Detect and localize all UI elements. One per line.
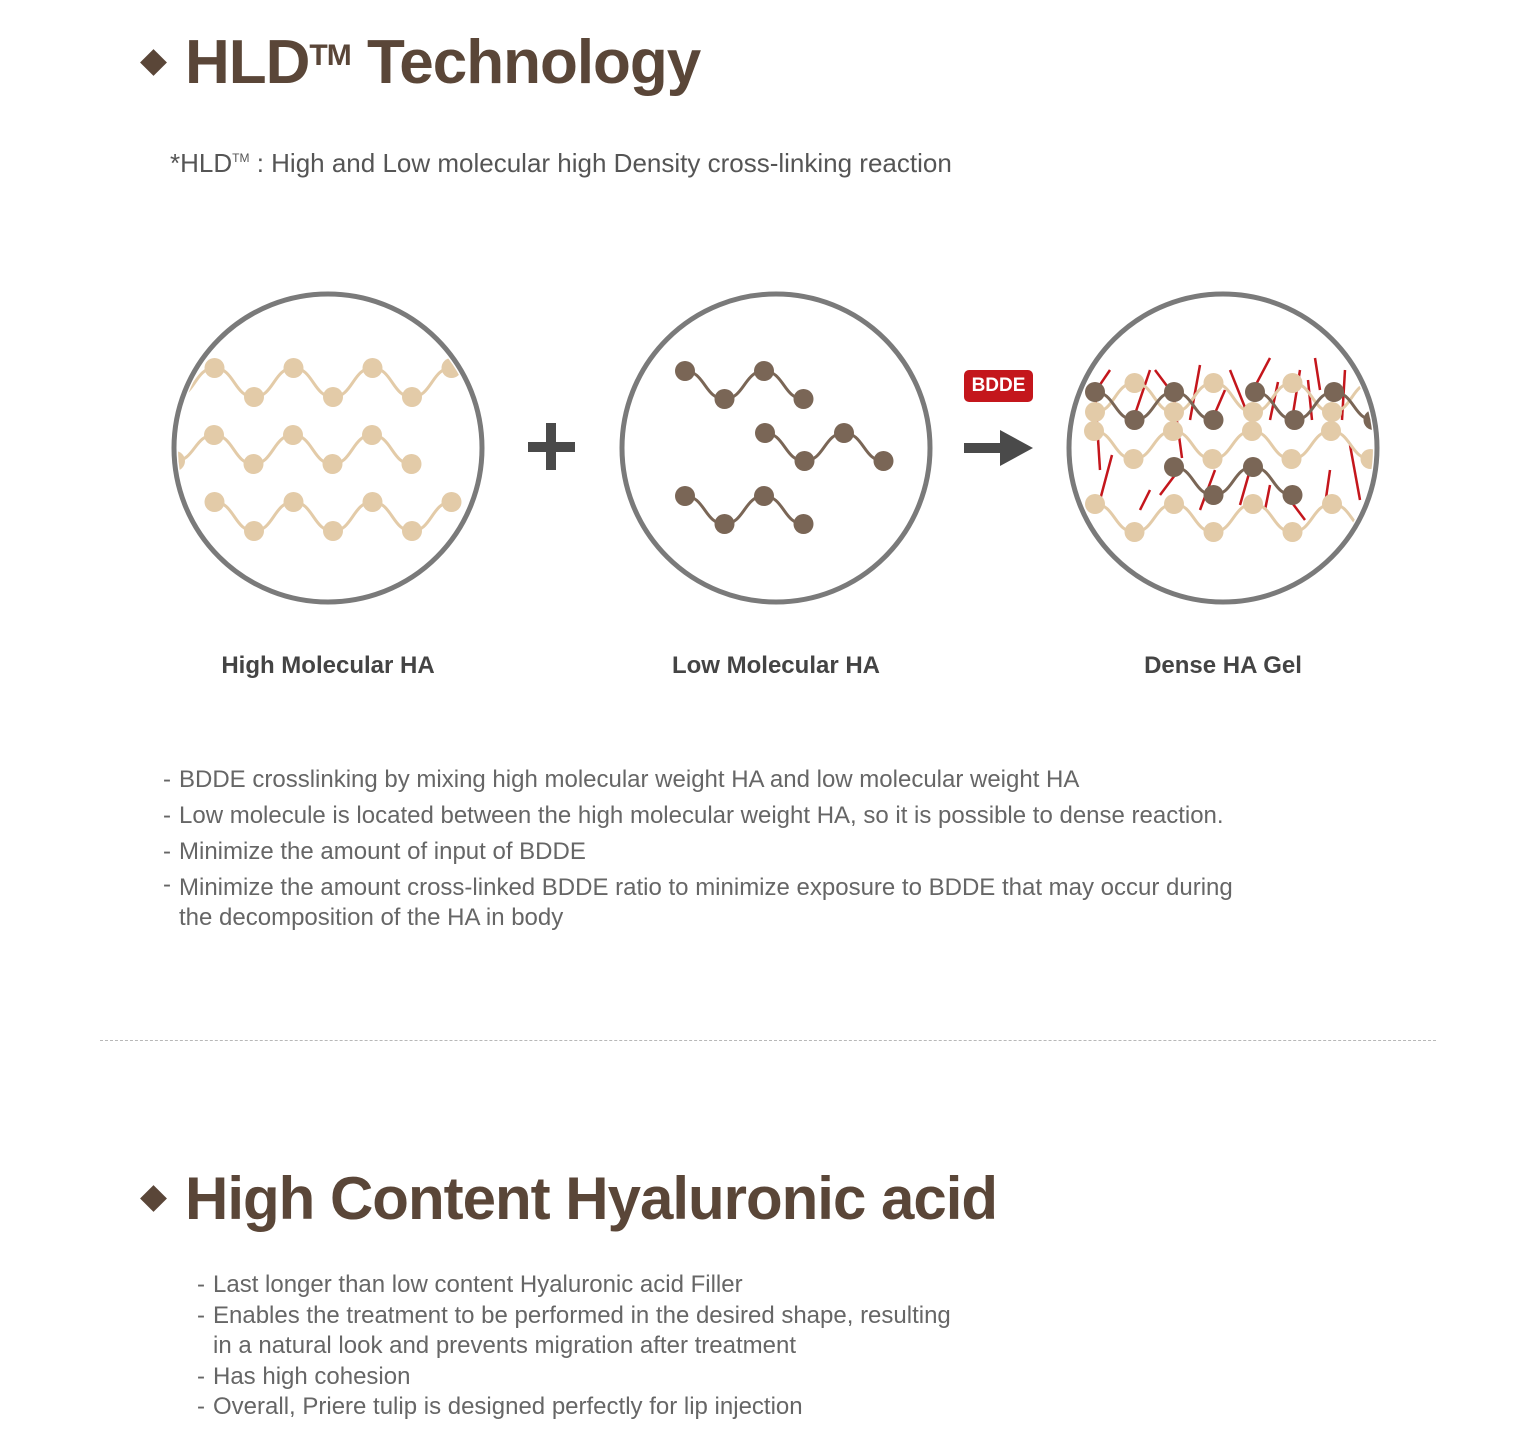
molecule-node bbox=[1204, 522, 1224, 542]
list-item: - Last longer than low content Hyaluronic acid Filler bbox=[197, 1270, 1017, 1301]
molecule-node bbox=[754, 361, 774, 381]
high-molecular-ha-chains bbox=[165, 358, 462, 541]
title-trademark: TM bbox=[309, 39, 351, 72]
caption-low-molecular-ha: Low Molecular HA bbox=[671, 652, 881, 679]
molecule-node bbox=[205, 358, 225, 378]
molecule-node bbox=[323, 454, 343, 474]
molecule-node bbox=[794, 514, 814, 534]
low-molecular-ha-circle bbox=[622, 294, 930, 602]
dense-ha-gel-network bbox=[1084, 358, 1384, 542]
title-text: High Content Hyaluronic acid bbox=[185, 1164, 998, 1232]
molecule-node bbox=[363, 358, 383, 378]
molecule-node bbox=[1163, 421, 1183, 441]
list-item-line: Enables the treatment to be performed in the desired shape, resulting bbox=[213, 1301, 951, 1329]
molecule-node bbox=[1283, 373, 1303, 393]
definition-trademark: TM bbox=[232, 151, 250, 165]
title-technology: Technology bbox=[350, 27, 701, 97]
molecule-node bbox=[1085, 494, 1105, 514]
molecule-node bbox=[323, 387, 343, 407]
molecule-node bbox=[205, 492, 225, 512]
molecule-node bbox=[1243, 402, 1263, 422]
molecule-node bbox=[204, 425, 224, 445]
molecule-node bbox=[715, 514, 735, 534]
molecule-node bbox=[1283, 485, 1303, 505]
list-item: - Low molecule is located between the high molecular weight HA, so it is possible to dense reaction. bbox=[163, 798, 1363, 834]
molecule-node bbox=[1085, 382, 1105, 402]
molecule-node bbox=[1283, 522, 1303, 542]
hld-definition bbox=[170, 148, 952, 179]
molecule-node bbox=[1243, 457, 1263, 477]
definition-text: : High and Low molecular high Density cross-linking reaction bbox=[249, 148, 952, 178]
molecule-node bbox=[1204, 410, 1224, 430]
molecule-node bbox=[402, 454, 422, 474]
crosslink bbox=[1140, 490, 1150, 510]
title-hld: HLD bbox=[185, 27, 310, 97]
molecule-node bbox=[755, 423, 775, 443]
high-content-ha-title bbox=[144, 1158, 997, 1238]
molecule-node bbox=[283, 425, 303, 445]
molecule-node bbox=[715, 389, 735, 409]
molecule-node bbox=[1243, 494, 1263, 514]
molecule-node bbox=[1084, 421, 1104, 441]
molecule-chain bbox=[685, 496, 804, 524]
molecule-node bbox=[1125, 373, 1145, 393]
hld-technology-title bbox=[144, 22, 700, 102]
molecule-node bbox=[1085, 402, 1105, 422]
molecule-node bbox=[874, 451, 894, 471]
molecule-node bbox=[834, 423, 854, 443]
list-item: - Has high cohesion bbox=[197, 1362, 1017, 1393]
diamond-bullet-icon bbox=[140, 49, 167, 76]
crosslink bbox=[1160, 475, 1175, 495]
molecule-node bbox=[1204, 373, 1224, 393]
molecule-node bbox=[1164, 382, 1184, 402]
molecule-node bbox=[1322, 402, 1342, 422]
molecule-node bbox=[1324, 382, 1344, 402]
high-molecular-ha-circle bbox=[174, 294, 482, 602]
low-molecular-ha-chains bbox=[675, 361, 894, 534]
high-content-bullet-list bbox=[197, 1270, 1017, 1423]
hld-bullet-list bbox=[163, 762, 1363, 933]
molecule-node bbox=[402, 521, 422, 541]
molecule-node bbox=[284, 492, 304, 512]
molecule-node bbox=[362, 425, 382, 445]
molecule-chain bbox=[685, 371, 804, 399]
plus-icon bbox=[528, 423, 575, 470]
molecule-node bbox=[284, 358, 304, 378]
molecule-node bbox=[1125, 410, 1145, 430]
molecule-node bbox=[1164, 457, 1184, 477]
molecule-node bbox=[1242, 421, 1262, 441]
crosslink bbox=[1100, 455, 1112, 500]
arrow-right-icon bbox=[964, 430, 1033, 466]
molecule-chain bbox=[1174, 467, 1293, 495]
list-item bbox=[197, 1301, 1017, 1362]
molecule-node bbox=[323, 521, 343, 541]
diamond-bullet-icon bbox=[140, 1185, 167, 1212]
list-item-line: the decomposition of the HA in body bbox=[179, 904, 564, 931]
bdde-badge: BDDE bbox=[964, 370, 1033, 402]
molecule-node bbox=[754, 486, 774, 506]
molecule-node bbox=[402, 387, 422, 407]
molecule-node bbox=[794, 389, 814, 409]
molecule-node bbox=[1282, 449, 1302, 469]
list-item: - Minimize the amount of input of BDDE bbox=[163, 834, 1363, 870]
caption-high-molecular-ha: High Molecular HA bbox=[221, 652, 435, 679]
definition-prefix: *HLD bbox=[170, 148, 233, 178]
molecule-node bbox=[244, 521, 264, 541]
molecule-node bbox=[675, 361, 695, 381]
caption-dense-ha-gel: Dense HA Gel bbox=[1144, 652, 1302, 679]
molecule-node bbox=[1362, 522, 1382, 542]
molecule-node bbox=[675, 486, 695, 506]
list-item-line: in a natural look and prevents migration after treatment bbox=[213, 1332, 796, 1359]
molecule-node bbox=[1285, 410, 1305, 430]
molecule-node bbox=[244, 387, 264, 407]
molecule-node bbox=[363, 492, 383, 512]
molecule-node bbox=[1321, 421, 1341, 441]
section-divider bbox=[100, 1040, 1436, 1041]
molecule-node bbox=[1322, 494, 1342, 514]
list-item-line: Minimize the amount cross-linked BDDE ratio to minimize exposure to BDDE that may occur during bbox=[179, 874, 1233, 901]
molecule-node bbox=[244, 454, 264, 474]
molecule-node bbox=[1203, 449, 1223, 469]
molecule-node bbox=[1125, 522, 1145, 542]
molecule-node bbox=[442, 492, 462, 512]
list-item: - Overall, Priere tulip is designed perfectly for lip injection bbox=[197, 1392, 1017, 1423]
molecule-chain bbox=[765, 433, 884, 461]
list-item bbox=[163, 870, 1363, 933]
list-item: - BDDE crosslinking by mixing high molecular weight HA and low molecular weight HA bbox=[163, 762, 1363, 798]
molecule-node bbox=[1245, 382, 1265, 402]
crosslink bbox=[1315, 358, 1320, 390]
molecule-node bbox=[1164, 494, 1184, 514]
molecule-node bbox=[1204, 485, 1224, 505]
molecule-node bbox=[795, 451, 815, 471]
crosslink bbox=[1265, 485, 1270, 510]
hld-diagram bbox=[0, 270, 1536, 630]
molecule-node bbox=[1124, 449, 1144, 469]
molecule-node bbox=[1164, 402, 1184, 422]
